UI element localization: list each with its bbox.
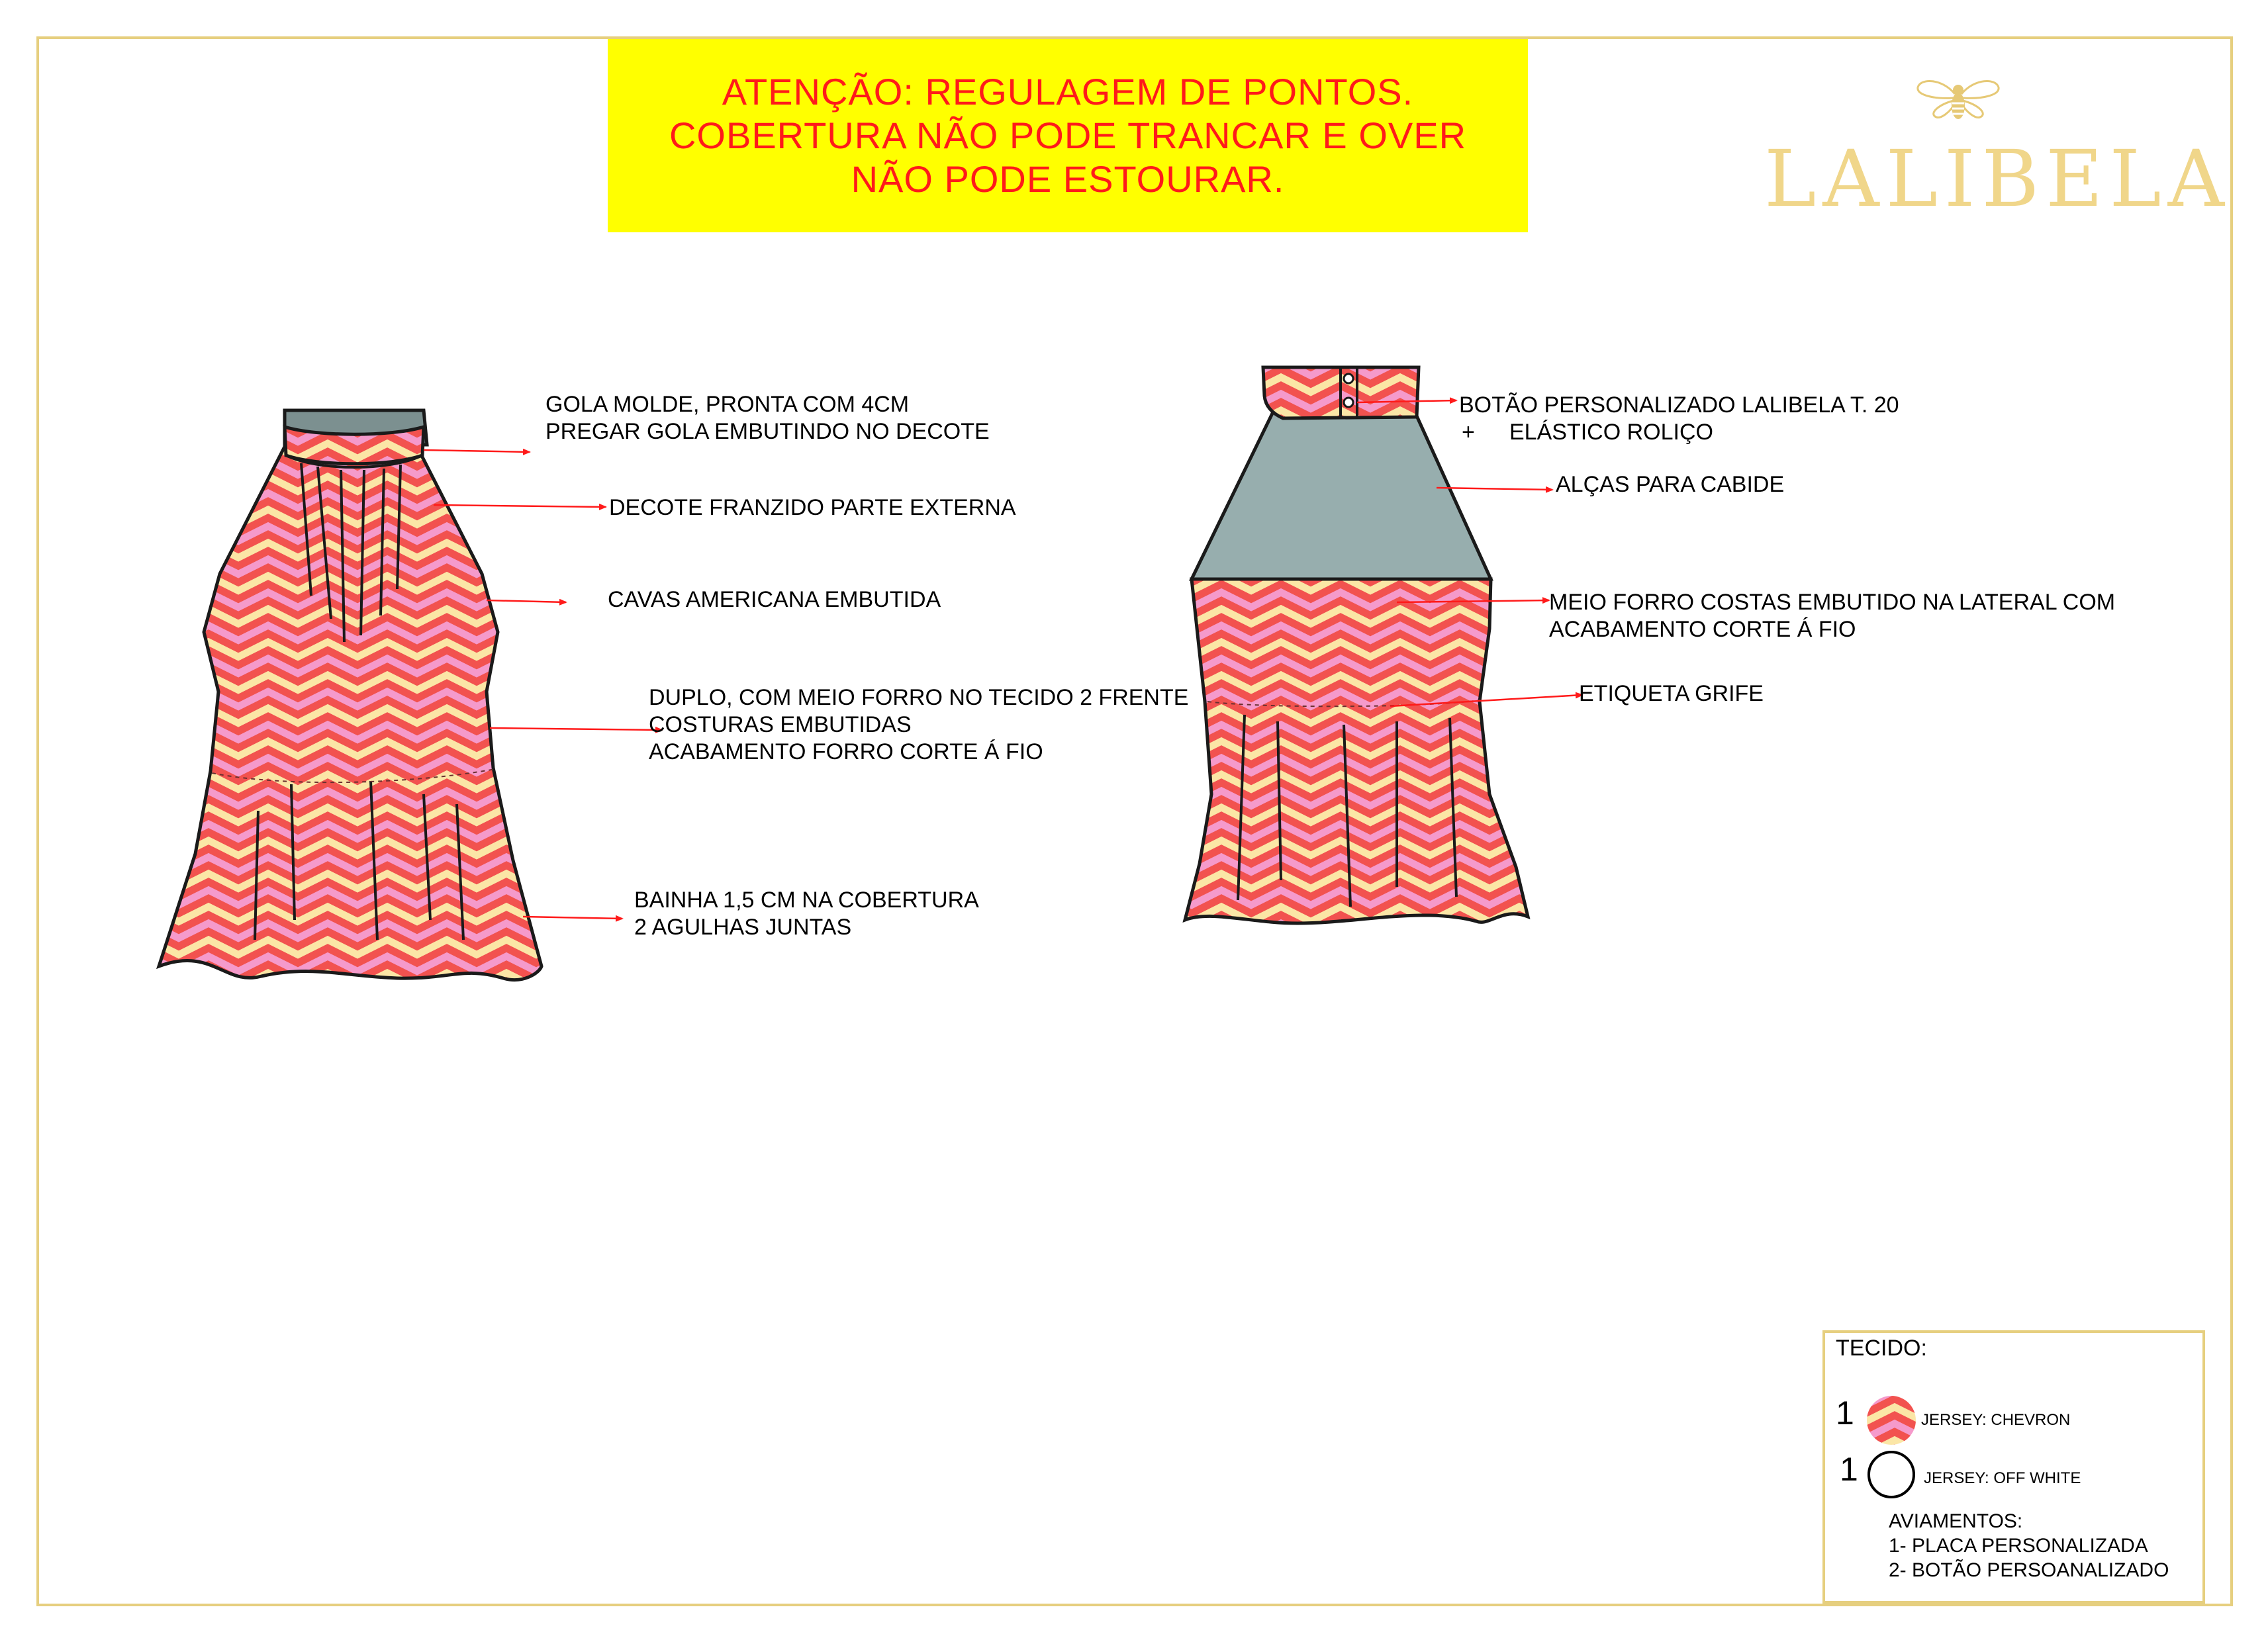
legend-fabric-1-name: JERSEY: CHEVRON: [1921, 1411, 2071, 1429]
label-gola-line-1: GOLA MOLDE, PRONTA COM 4CM: [545, 392, 910, 417]
label-duplo-line-2: COSTURAS EMBUTIDAS: [649, 712, 912, 737]
label-duplo-line-1: DUPLO, COM MEIO FORRO NO TECIDO 2 FRENTE: [649, 685, 1189, 710]
off-white-swatch-icon: [1865, 1448, 1918, 1501]
label-botao-plus: +: [1462, 420, 1475, 445]
label-cavas: CAVAS AMERICANA EMBUTIDA: [608, 587, 941, 612]
label-meio-forro-line-2: ACABAMENTO CORTE Á FIO: [1549, 617, 1856, 642]
label-gola-line-2: PREGAR GOLA EMBUTINDO NO DECOTE: [545, 419, 990, 444]
legend-tecido-title: TECIDO:: [1836, 1336, 1927, 1361]
label-bainha-line-2: 2 AGULHAS JUNTAS: [634, 915, 852, 940]
legend-aviamento-1: 1- PLACA PERSONALIZADA: [1889, 1535, 2148, 1557]
label-botao-line-2: ELÁSTICO ROLIÇO: [1509, 420, 1713, 445]
label-decote: DECOTE FRANZIDO PARTE EXTERNA: [609, 495, 1016, 520]
warning-line-3: NÃO PODE ESTOURAR.: [851, 158, 1285, 200]
label-botao-line-1: BOTÃO PERSONALIZADO LALIBELA T. 20: [1459, 392, 1899, 418]
brand-logo-text: LALIBELA: [1764, 133, 2231, 224]
front-garment-sketch: [159, 410, 542, 980]
legend-box: [1822, 1330, 2205, 1604]
legend-fabric-1-qty: 1: [1836, 1394, 1854, 1432]
warning-line-2: COBERTURA NÃO PODE TRANCAR E OVER: [669, 114, 1467, 156]
label-meio-forro-line-1: MEIO FORRO COSTAS EMBUTIDO NA LATERAL COM: [1549, 590, 2116, 615]
label-etiqueta: ETIQUETA GRIFE: [1579, 681, 1764, 706]
legend-fabric-2-qty: 1: [1840, 1451, 1858, 1488]
legend-aviamento-2: 2- BOTÃO PERSOANALIZADO: [1889, 1559, 2169, 1581]
chevron-swatch-icon: [1865, 1394, 1918, 1447]
label-duplo-line-3: ACABAMENTO FORRO CORTE Á FIO: [649, 739, 1043, 764]
legend-fabric-2-name: JERSEY: OFF WHITE: [1924, 1469, 2081, 1487]
label-alcas: ALÇAS PARA CABIDE: [1556, 472, 1785, 497]
legend-aviamentos-title: AVIAMENTOS:: [1889, 1510, 2023, 1532]
back-garment-sketch: [1185, 367, 1528, 923]
label-bainha-line-1: BAINHA 1,5 CM NA COBERTURA: [634, 888, 979, 913]
warning-line-1: ATENÇÃO: REGULAGEM DE PONTOS.: [722, 71, 1414, 113]
